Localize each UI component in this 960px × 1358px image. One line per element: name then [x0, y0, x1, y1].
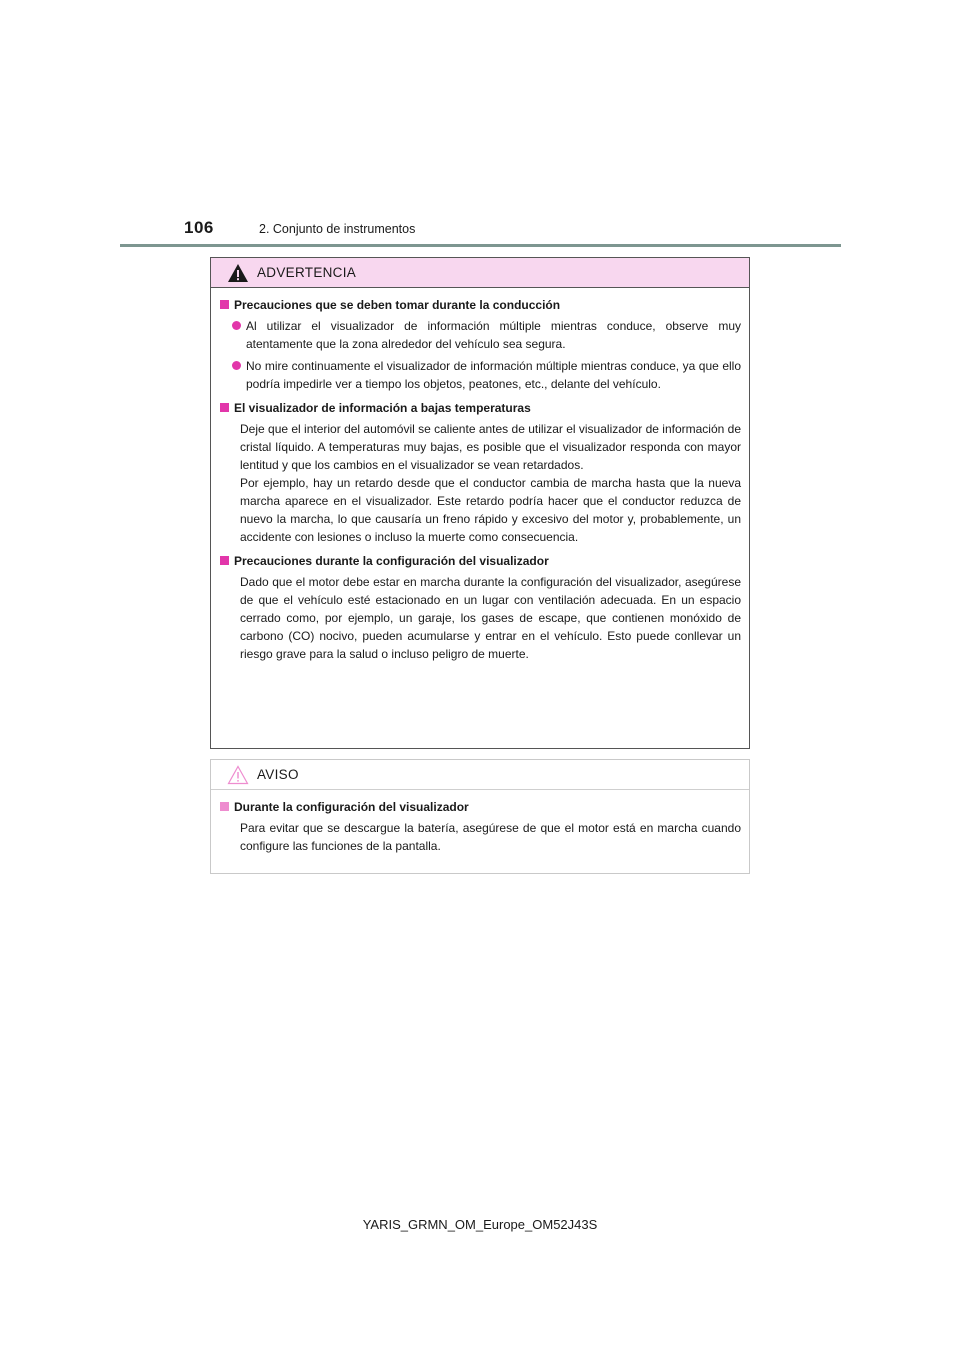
square-bullet-icon — [220, 556, 229, 565]
item-heading: El visualizador de información a bajas temperaturas — [234, 401, 531, 415]
list-item — [232, 357, 741, 393]
warning-box-header — [211, 258, 749, 288]
item-paragraph: Para evitar que se descargue la batería, asegúrese de que el motor está en marcha cuando configure las funciones de la pantalla. — [240, 821, 741, 853]
warning-item-driving-precautions — [220, 296, 741, 393]
page-number: 106 — [184, 218, 214, 237]
notice-body — [211, 790, 749, 855]
notice-box-header — [211, 760, 749, 790]
warning-item-low-temperatures — [220, 399, 741, 546]
item-paragraph: Deje que el interior del automóvil se caliente antes de utilizar el visualizador de información de cristal líquido. A temperaturas muy bajas, es posible que el visualizador responda con mayor lentitud y que los cambios en el visualizador se vean retardados. — [240, 422, 741, 472]
square-bullet-icon — [220, 802, 229, 811]
round-bullet-icon — [232, 321, 241, 330]
notice-title: AVISO — [257, 767, 299, 782]
notice-box — [210, 759, 750, 874]
document-id-footer: YARIS_GRMN_OM_Europe_OM52J43S — [362, 1217, 598, 1232]
item-paragraph: Dado que el motor debe estar en marcha durante la configuración del visualizador, asegúrese de que el vehículo esté estacionado en un lugar con ventilación adecuada. En un espacio cerrado como, por ejemplo, un garaje, los gases de escape, que contienen monóxido de carbono (CO) nocivo, pueden acumularse y entrar en el vehículo. Esto puede conllevar un riesgo grave para la salud o incluso peligro de muerte. — [240, 575, 741, 661]
item-paragraph: Por ejemplo, hay un retardo desde que el conductor cambia de marcha hasta que la nueva marcha aparece en el visualizador. Este retardo podría hacer que el conductor reduzca de nuevo la marcha, lo que causaría un freno rápido y excesivo del motor y, probablemente, un accidente con lesiones o incluso la muerte como consecuencia. — [240, 476, 741, 544]
warning-body — [211, 288, 749, 663]
square-bullet-icon — [220, 403, 229, 412]
list-item — [232, 317, 741, 353]
warning-title: ADVERTENCIA — [257, 265, 357, 280]
warning-box — [210, 257, 750, 749]
notice-item-configuration — [220, 798, 741, 855]
section-title: 2. Conjunto de instrumentos — [259, 222, 416, 236]
square-bullet-icon — [220, 300, 229, 309]
bullet-text: No mire continuamente el visualizador de información múltiple mientras conduce, ya que ello podría impedirle ver a tiempo los objetos, peatones, etc., delante del vehículo. — [246, 359, 741, 391]
page-header — [184, 216, 834, 242]
bullet-text: Al utilizar el visualizador de información múltiple mientras conduce, observe muy atentamente que la zona alrededor del vehículo sea segura. — [246, 319, 741, 351]
item-heading: Precauciones que se deben tomar durante la conducción — [234, 298, 561, 312]
item-heading: Durante la configuración del visualizador — [234, 800, 469, 814]
caution-triangle-outline-icon — [227, 765, 249, 785]
warning-triangle-icon — [227, 263, 249, 283]
item-heading: Precauciones durante la configuración del visualizador — [234, 554, 549, 568]
round-bullet-icon — [232, 361, 241, 370]
warning-item-configuration-precautions — [220, 552, 741, 663]
header-divider — [120, 244, 841, 247]
